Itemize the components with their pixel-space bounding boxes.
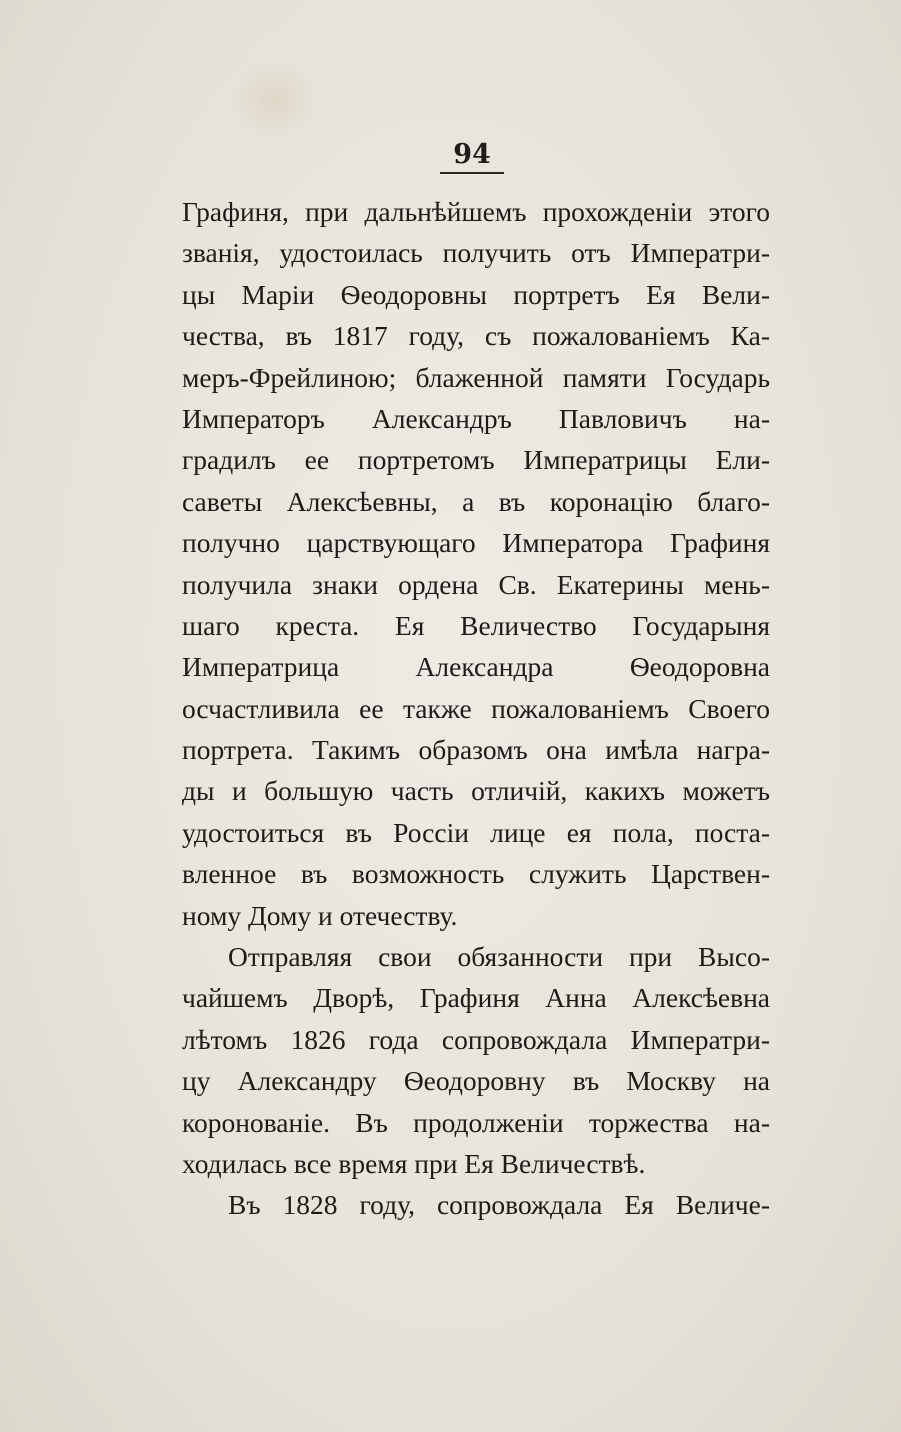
- text-line: саветы Алексѣевны, а въ коронацію благо-: [182, 485, 770, 517]
- text-line: чайшемъ Дворѣ, Графиня Анна Алексѣевна: [182, 982, 770, 1014]
- text-line: лѣтомъ 1826 года сопровождала Императри-: [182, 1023, 770, 1055]
- text-line: портрета. Такимъ образомъ она имѣла награ-: [182, 734, 770, 766]
- text-line: цы Маріи Ѳеодоровны портретъ Ея Вели-: [182, 278, 770, 310]
- text-line: удостоиться въ Россіи лице ея пола, поста-: [182, 816, 770, 848]
- text-line: Графиня, при дальнѣйшемъ прохожденіи этого: [182, 196, 770, 227]
- text-line: Въ 1828 году, сопровождала Ея Величе-: [228, 1189, 770, 1221]
- text-line: ному Дому и отечеству.: [182, 899, 458, 931]
- text-line: Отправляя свои обязанности при Высо-: [228, 941, 770, 973]
- text-line: коронованіе. Въ продолженіи торжества на-: [182, 1106, 770, 1138]
- text-line: ды и большую часть отличій, какихъ можетъ: [182, 775, 770, 807]
- text-line: получила знаки ордена Св. Екатерины мень-: [182, 568, 770, 600]
- text-line: осчастливила ее также пожалованіемъ Своего: [182, 692, 770, 724]
- text-line: Императрица Александра Ѳеодоровна: [182, 651, 770, 683]
- paper-stain: [230, 60, 320, 140]
- text-line: градилъ ее портретомъ Императрицы Ели-: [182, 444, 770, 476]
- text-line: званія, удостоилась получить отъ Императри-: [182, 237, 770, 269]
- text-line: чества, въ 1817 году, съ пожалованіемъ Ка-: [182, 320, 770, 352]
- text-line: шаго креста. Ея Величество Государыня: [182, 609, 770, 641]
- body-text: [182, 191, 770, 1226]
- text-line: цу Александру Ѳеодоровну въ Москву на: [182, 1065, 770, 1097]
- text-line: получно царствующаго Императора Графиня: [182, 527, 770, 559]
- text-line: ходилась все время при Ея Величествѣ.: [182, 1147, 646, 1179]
- page-number: 94: [453, 139, 491, 170]
- text-line: вленное въ возможность служить Царствен-: [182, 858, 770, 890]
- text-line: меръ-Фрейлиною; блаженной памяти Государь: [182, 361, 770, 393]
- page-number-rule: [440, 172, 504, 174]
- text-line: Императоръ Александръ Павловичъ на-: [182, 402, 770, 434]
